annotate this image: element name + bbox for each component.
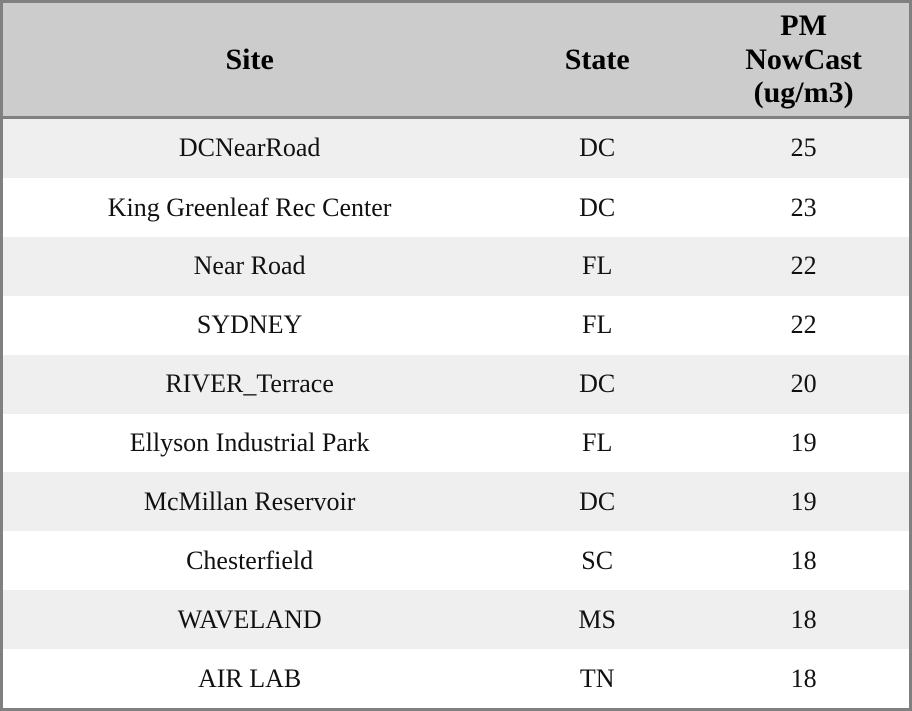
cell-site: AIR LAB [3, 649, 496, 708]
cell-state: DC [496, 355, 698, 414]
cell-value: 22 [698, 237, 909, 296]
cell-value: 25 [698, 117, 909, 178]
column-header-site: Site [3, 3, 496, 117]
cell-value: 18 [698, 649, 909, 708]
table-row [3, 590, 909, 649]
table-row [3, 296, 909, 355]
column-header-pm-nowcast-line3: (ug/m3) [753, 76, 854, 110]
column-header-pm-nowcast [698, 3, 909, 117]
cell-site: McMillan Reservoir [3, 472, 496, 531]
cell-state: DC [496, 117, 698, 178]
cell-state: DC [496, 472, 698, 531]
air-quality-table [3, 3, 909, 708]
table-row [3, 649, 909, 708]
table-header [3, 3, 909, 117]
column-header-state: State [496, 3, 698, 117]
column-header-pm-nowcast-line1: PM [780, 9, 827, 42]
cell-state: FL [496, 237, 698, 296]
table-row [3, 531, 909, 590]
cell-value: 23 [698, 178, 909, 237]
cell-state: SC [496, 531, 698, 590]
cell-value: 19 [698, 472, 909, 531]
cell-site: Near Road [3, 237, 496, 296]
column-header-pm-nowcast-line2: NowCast [745, 42, 862, 76]
cell-state: TN [496, 649, 698, 708]
cell-state: FL [496, 296, 698, 355]
cell-site: SYDNEY [3, 296, 496, 355]
table-row [3, 237, 909, 296]
table-row [3, 355, 909, 414]
cell-site: WAVELAND [3, 590, 496, 649]
cell-site: RIVER_Terrace [3, 355, 496, 414]
table-body [3, 117, 909, 708]
table-row [3, 178, 909, 237]
cell-site: King Greenleaf Rec Center [3, 178, 496, 237]
cell-state: MS [496, 590, 698, 649]
cell-value: 22 [698, 296, 909, 355]
table-row [3, 472, 909, 531]
cell-value: 18 [698, 531, 909, 590]
cell-state: DC [496, 178, 698, 237]
table-row [3, 117, 909, 178]
table-header-row [3, 3, 909, 117]
table-row [3, 414, 909, 473]
cell-value: 18 [698, 590, 909, 649]
cell-value: 19 [698, 414, 909, 473]
cell-state: FL [496, 414, 698, 473]
cell-value: 20 [698, 355, 909, 414]
cell-site: Ellyson Industrial Park [3, 414, 496, 473]
cell-site: Chesterfield [3, 531, 496, 590]
cell-site: DCNearRoad [3, 117, 496, 178]
